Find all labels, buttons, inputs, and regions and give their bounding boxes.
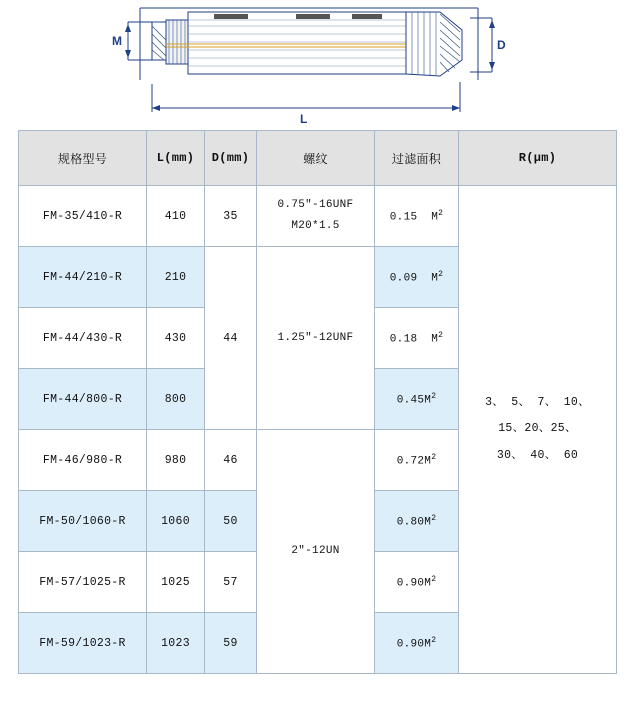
header-length: L(mm): [147, 131, 205, 186]
cell-diameter: 59: [205, 613, 257, 674]
cell-filter-area: [375, 247, 459, 308]
cell-model: FM-59/1023-R: [19, 613, 147, 674]
area-exponent: 2: [431, 513, 437, 523]
area-exponent: 2: [431, 452, 437, 462]
area-unit: M: [424, 516, 432, 529]
spec-table-container: [0, 130, 634, 674]
diagram-label-m: M: [112, 34, 122, 48]
specification-table: [18, 130, 617, 674]
header-model: 规格型号: [19, 131, 147, 186]
cell-model: FM-44/430-R: [19, 308, 147, 369]
area-value: 0.90: [396, 638, 425, 651]
cell-filter-area: [375, 430, 459, 491]
cell-thread: 1.25"-12UNF: [257, 247, 375, 430]
area-value: 0.90: [396, 577, 425, 590]
cell-filter-area: [375, 186, 459, 247]
table-header: [19, 131, 617, 186]
header-rating: R(μm): [459, 131, 617, 186]
cell-filter-area: [375, 308, 459, 369]
area-value: 0.80: [396, 516, 425, 529]
area-value: 0.72: [396, 455, 425, 468]
cell-thread: [257, 186, 375, 247]
cell-diameter: 44: [205, 247, 257, 430]
cell-filter-area: [375, 369, 459, 430]
cell-filter-area: [375, 613, 459, 674]
cell-length: 980: [147, 430, 205, 491]
cell-diameter: 57: [205, 552, 257, 613]
table-body: [19, 186, 617, 674]
header-filter-area: 过滤面积: [375, 131, 459, 186]
header-thread: 螺纹: [257, 131, 375, 186]
cell-model: FM-44/210-R: [19, 247, 147, 308]
cell-diameter: 35: [205, 186, 257, 247]
area-unit: M: [424, 577, 432, 590]
diagram-label-d: D: [497, 38, 506, 52]
cell-length: 210: [147, 247, 205, 308]
area-value: 0.15: [389, 211, 418, 224]
area-exponent: 2: [431, 574, 437, 584]
area-value: 0.45: [396, 394, 425, 407]
area-exponent: 2: [438, 269, 444, 279]
area-exponent: 2: [431, 391, 437, 401]
cell-model: FM-50/1060-R: [19, 491, 147, 552]
cell-length: 1023: [147, 613, 205, 674]
cell-length: 800: [147, 369, 205, 430]
area-unit: M: [424, 638, 432, 651]
product-diagram: [0, 0, 634, 130]
cell-thread: 2"-12UN: [257, 430, 375, 674]
area-unit: M: [424, 455, 432, 468]
rating-line-3: 30、 40、 60: [496, 448, 579, 462]
thread-line-1: 0.75"-16UNF: [277, 199, 354, 212]
area-unit: M: [424, 394, 432, 407]
cell-diameter: 50: [205, 491, 257, 552]
area-exponent: 2: [438, 330, 444, 340]
cell-model: FM-57/1025-R: [19, 552, 147, 613]
rating-line-2: 15、20、25、: [498, 422, 577, 436]
area-unit: M: [431, 211, 439, 224]
cell-filter-area: [375, 491, 459, 552]
area-exponent: 2: [431, 635, 437, 645]
thread-line-2: M20*1.5: [291, 220, 340, 232]
cell-diameter: 46: [205, 430, 257, 491]
area-value: 0.18: [389, 333, 418, 346]
area-unit: M: [431, 333, 439, 346]
cell-model: FM-46/980-R: [19, 430, 147, 491]
header-row: [19, 131, 617, 186]
area-exponent: 2: [438, 208, 444, 218]
cell-length: 410: [147, 186, 205, 247]
cell-model: FM-44/800-R: [19, 369, 147, 430]
area-value: 0.09: [389, 272, 418, 285]
filter-element-drawing: [0, 0, 634, 130]
cell-filter-area: [375, 552, 459, 613]
cell-length: 430: [147, 308, 205, 369]
table-row: [19, 186, 617, 247]
cell-length: 1060: [147, 491, 205, 552]
cell-length: 1025: [147, 552, 205, 613]
header-diameter: D(mm): [205, 131, 257, 186]
rating-line-1: 3、 5、 7、 10、: [485, 395, 590, 409]
cell-model: FM-35/410-R: [19, 186, 147, 247]
area-unit: M: [431, 272, 439, 285]
diagram-label-l: L: [300, 112, 308, 126]
cell-rating: [459, 186, 617, 674]
